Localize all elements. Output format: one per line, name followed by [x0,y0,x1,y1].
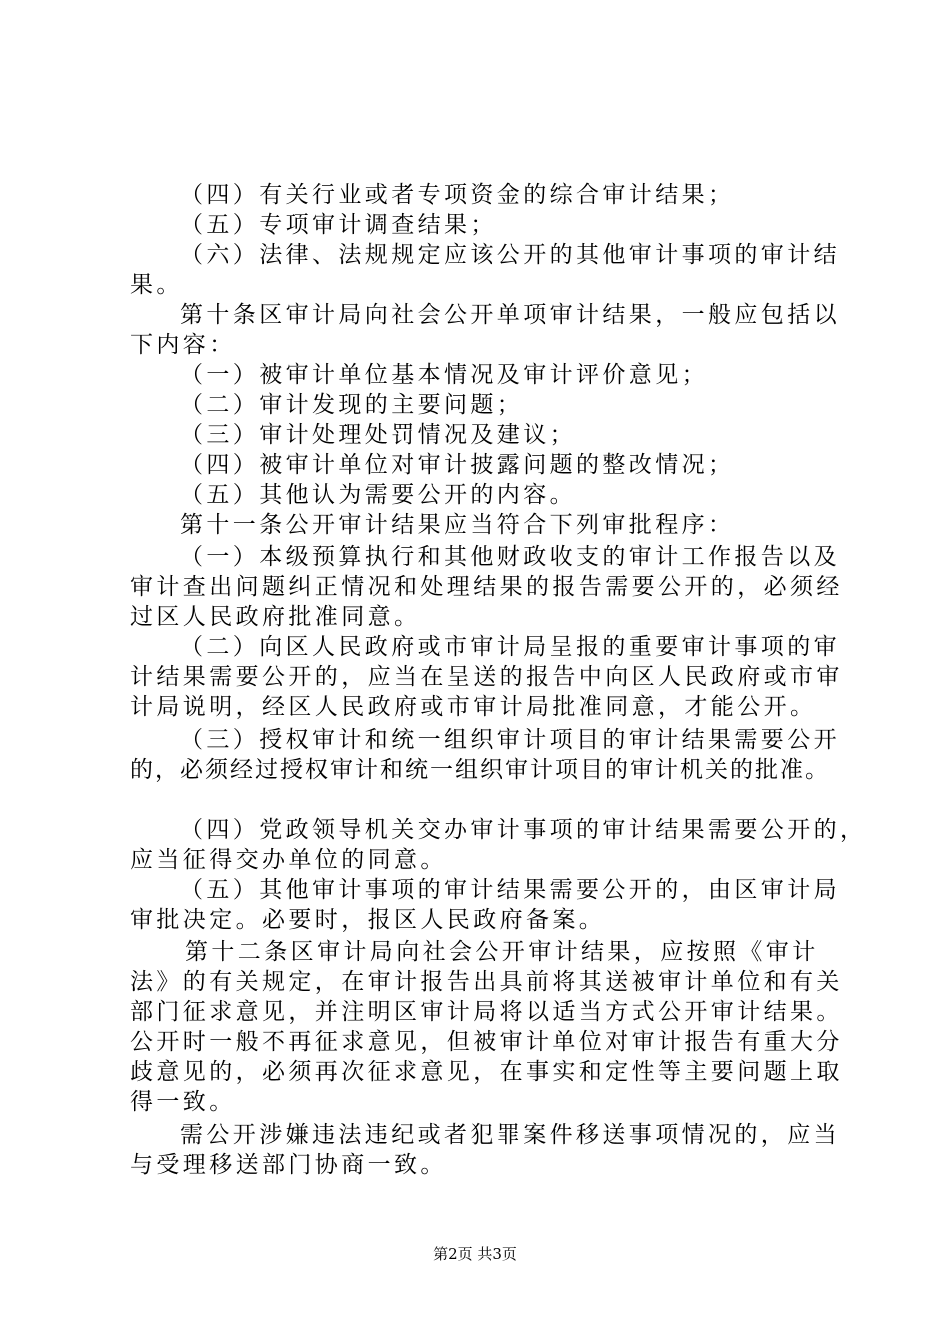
text-line: 计局说明，经区人民政府或市审计局批准同意，才能公开。 [130,694,817,720]
text-line: 第十条区审计局向社会公开单项审计结果，一般应包括以 [180,302,840,328]
text-line: 需公开涉嫌违法违纪或者犯罪案件移送事项情况的，应当 [180,1122,840,1148]
text-line: 与受理移送部门协商一致。 [130,1152,447,1178]
text-line: （五）专项审计调查结果； [180,212,497,238]
text-line: 得一致。 [130,1089,236,1115]
text-line: （三）审计处理处罚情况及建议； [180,422,576,448]
text-line: （一）被审计单位基本情况及审计评价意见； [180,362,708,388]
text-line: 过区人民政府批准同意。 [130,604,421,630]
text-line: （二）审计发现的主要问题； [180,392,524,418]
text-line: （四）有关行业或者专项资金的综合审计结果； [180,182,735,208]
text-line: 歧意见的，必须再次征求意见，在事实和定性等主要问题上取 [130,1059,843,1085]
text-line: 审批决定。必要时，报区人民政府备案。 [130,907,606,933]
text-line: （四）被审计单位对审计披露问题的整改情况； [180,452,735,478]
text-line: 法》的有关规定，在审计报告出具前将其送被审计单位和有关 [130,969,843,995]
text-line: 的，必须经过授权审计和统一组织审计项目的审计机关的批准。 [130,757,830,783]
text-line: （五）其他审计事项的审计结果需要公开的，由区审计局 [180,877,840,903]
text-line: （四）党政领导机关交办审计事项的审计结果需要公开的， [180,817,867,843]
text-line: 果。 [130,272,183,298]
text-line: 下内容： [130,332,236,358]
text-line: （三）授权审计和统一组织审计项目的审计结果需要公开 [180,727,840,753]
text-line: （五）其他认为需要公开的内容。 [180,482,576,508]
text-line: 审计查出问题纠正情况和处理结果的报告需要公开的，必须经 [130,574,843,600]
text-line: 第十一条公开审计结果应当符合下列审批程序： [180,512,735,538]
text-line: 应当征得交办单位的同意。 [130,847,447,873]
text-line: 计结果需要公开的，应当在呈送的报告中向区人民政府或市审 [130,664,843,690]
page-number-footer: 第2页 共3页 [433,1245,517,1263]
text-line: （六）法律、法规规定应该公开的其他审计事项的审计结 [180,242,840,268]
text-line: 部门征求意见，并注明区审计局将以适当方式公开审计结果。 [130,999,843,1025]
text-line: （一）本级预算执行和其他财政收支的审计工作报告以及 [180,544,840,570]
text-line: （二）向区人民政府或市审计局呈报的重要审计事项的审 [180,634,840,660]
text-line: 第十二条区审计局向社会公开审计结果，应按照《审计 [185,939,819,965]
text-line: 公开时一般不再征求意见，但被审计单位对审计报告有重大分 [130,1029,843,1055]
